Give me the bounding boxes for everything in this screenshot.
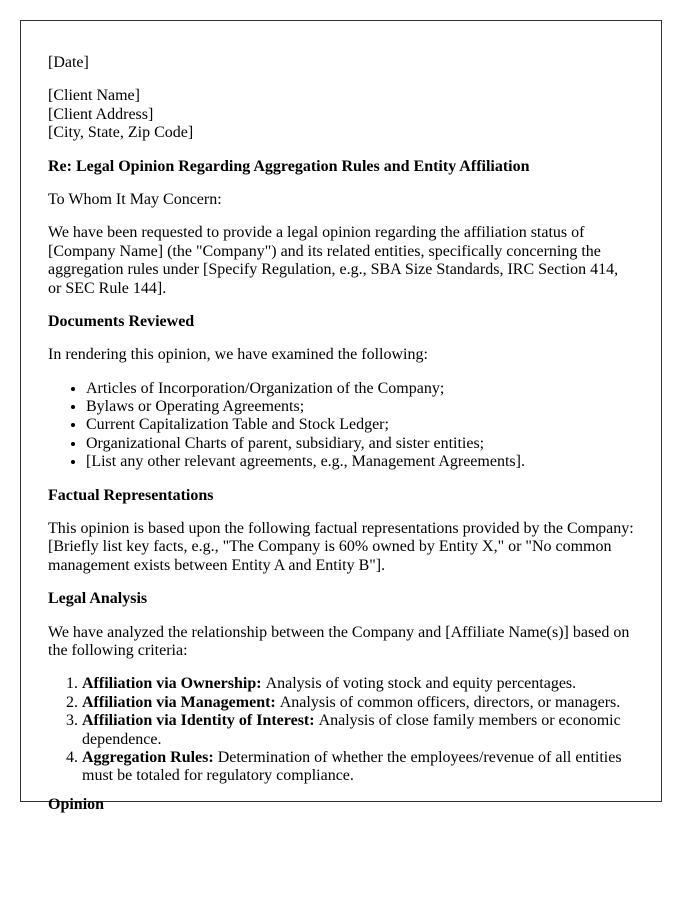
list-item: • Organizational Charts of parent, subsidiary, and sister entities; bbox=[86, 435, 634, 453]
recipient-block bbox=[48, 87, 634, 142]
criterion-text: Analysis of voting stock and equity percentages. bbox=[265, 675, 577, 693]
recipient-address: [Client Address] bbox=[48, 105, 154, 123]
list-item: • Articles of Incorporation/Organization of the Company; bbox=[86, 380, 634, 398]
section-heading-opinion-clipped: Opinion bbox=[48, 795, 105, 813]
documents-reviewed-intro: In rendering this opinion, we have examined the following: bbox=[48, 346, 428, 364]
legal-analysis-criteria-list bbox=[48, 675, 634, 785]
list-item bbox=[82, 712, 634, 749]
date-placeholder: [Date] bbox=[48, 54, 89, 71]
criterion-label: Affiliation via Management: bbox=[82, 693, 276, 711]
documents-reviewed-list bbox=[48, 380, 634, 472]
intro-paragraph: We have been requested to provide a legal opinion regarding the affiliation status of [Company Name] (the "Company") and its related entities, specifically concerning the aggregation rules under [Specify Regulation, e.g., SBA Size Standards, IRC Section 414, or SEC Rule 144]. bbox=[48, 224, 619, 297]
factual-representations-paragraph: This opinion is based upon the following factual representations provided by the Company: [Briefly list key facts, e.g., "The Company is 60% owned by Entity X," or "No common management exists between Entity A and Entity B"]. bbox=[48, 520, 634, 574]
list-item: • Bylaws or Operating Agreements; bbox=[86, 398, 634, 416]
section-heading-legal-analysis: Legal Analysis bbox=[48, 590, 148, 608]
list-item bbox=[82, 749, 634, 786]
criterion-text: Analysis of common officers, directors, or managers. bbox=[279, 693, 621, 711]
list-item: • [List any other relevant agreements, e.g., Management Agreements]. bbox=[86, 453, 634, 471]
criterion-label: Aggregation Rules: bbox=[82, 748, 214, 766]
list-item bbox=[82, 694, 634, 712]
legal-analysis-intro: We have analyzed the relationship between the Company and [Affiliate Name(s)] based on the following criteria: bbox=[48, 623, 630, 659]
subject-line: Re: Legal Opinion Regarding Aggregation Rules and Entity Affiliation bbox=[48, 157, 530, 175]
section-heading-documents-reviewed: Documents Reviewed bbox=[48, 312, 195, 330]
criterion-label: Affiliation via Identity of Interest: bbox=[82, 712, 315, 730]
criterion-text: Analysis of close family members or economic dependence. bbox=[82, 712, 621, 748]
criterion-label: Affiliation via Ownership: bbox=[82, 675, 262, 693]
letter-document bbox=[20, 20, 662, 813]
salutation: To Whom It May Concern: bbox=[48, 190, 222, 208]
criterion-text: Determination of whether the employees/revenue of all entities must be totaled for regulatory compliance. bbox=[82, 748, 622, 785]
section-heading-factual-representations: Factual Representations bbox=[48, 486, 214, 504]
list-item: • Current Capitalization Table and Stock Ledger; bbox=[86, 416, 634, 434]
list-item bbox=[82, 675, 634, 693]
recipient-name: [Client Name] bbox=[48, 87, 140, 105]
recipient-city-state-zip: [City, State, Zip Code] bbox=[48, 124, 194, 142]
